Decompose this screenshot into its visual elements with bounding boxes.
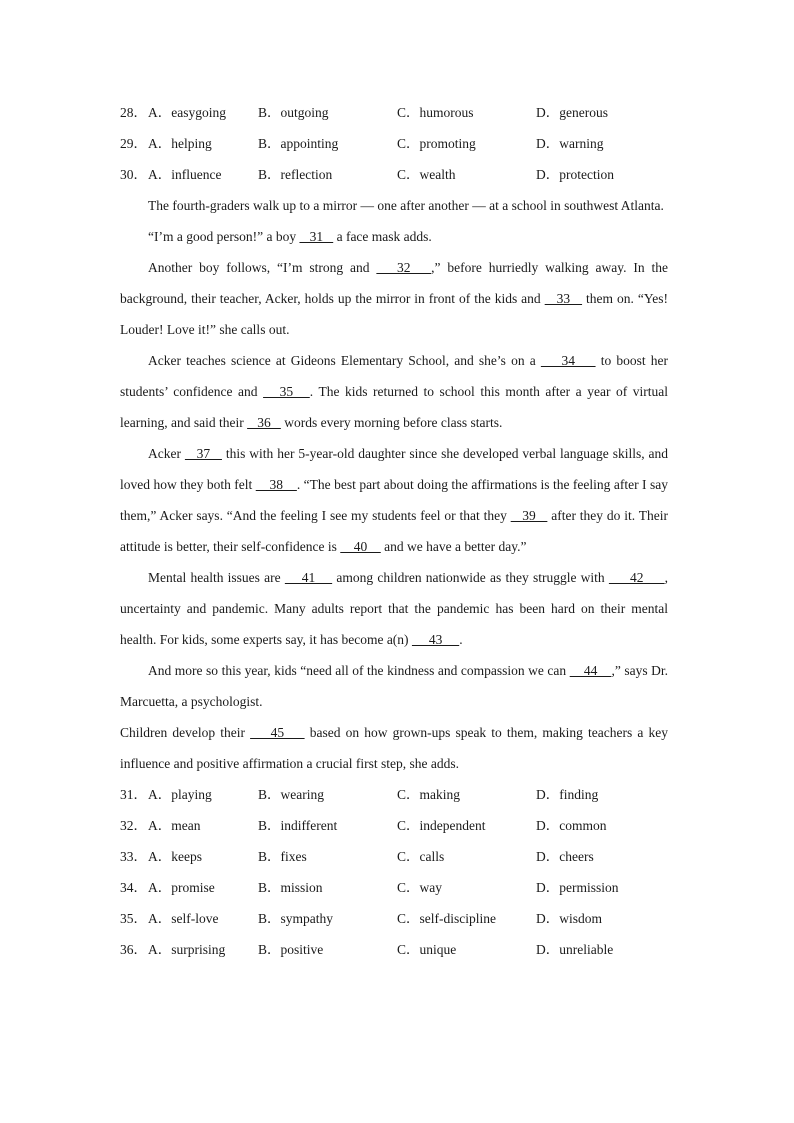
text-run: . (459, 632, 463, 647)
option-a: A．mean (148, 818, 201, 833)
question-number: 35． (120, 911, 147, 926)
option-a: A．self-love (148, 911, 219, 926)
text-run: them on. “Yes! Louder! Love it!” she calls out. (120, 291, 669, 337)
option-b: B．positive (258, 942, 324, 957)
option-c: C．calls (397, 849, 445, 864)
option-b: B．appointing (258, 136, 339, 151)
cloze-passage (120, 190, 668, 779)
option-c: C．making (397, 787, 460, 802)
option-row-34 (120, 872, 668, 903)
question-number: 33． (120, 849, 147, 864)
passage-paragraph-3 (120, 252, 668, 345)
option-a: A．keeps (148, 849, 202, 864)
question-number: 29． (120, 136, 147, 151)
text-run: and we have a better day.” (380, 539, 527, 554)
option-d: D．wisdom (536, 911, 603, 926)
question-number: 36． (120, 942, 147, 957)
option-b: B．mission (258, 880, 323, 895)
option-row-30 (120, 159, 668, 190)
passage-paragraph-2 (120, 221, 668, 252)
option-b: B．wearing (258, 787, 324, 802)
option-c: C．promoting (397, 136, 476, 151)
text-run: a face mask adds. (333, 229, 432, 244)
option-b: B．sympathy (258, 911, 334, 926)
option-d: D．permission (536, 880, 619, 895)
text-run: . “The best part about doing the affirmations is the feeling after I say them,” Acker says. “And the feeling I see my students feel or that they (120, 477, 668, 523)
blank-32: 32 (376, 260, 432, 275)
question-number: 31． (120, 787, 147, 802)
text-run: And more so this year, kids “need all of the kindness and compassion we can (148, 663, 570, 678)
passage-paragraph-6 (120, 562, 668, 655)
blank-34: 34 (540, 353, 596, 368)
option-row-28 (120, 97, 668, 128)
text-run: Acker (148, 446, 185, 461)
option-row-29 (120, 128, 668, 159)
option-c: C．independent (397, 818, 486, 833)
option-row-35 (120, 903, 668, 934)
text-run: ,” before hurriedly walking away. In the background, their teacher, Acker, holds up the mirror in front of the kids and (120, 260, 668, 306)
options-block-28-30 (120, 97, 668, 190)
option-b: B．fixes (258, 849, 307, 864)
option-c: C．self-discipline (397, 911, 496, 926)
passage-paragraph-4 (120, 345, 668, 438)
option-a: A．easygoing (148, 105, 226, 120)
blank-44: 44 (569, 663, 612, 678)
question-number: 30． (120, 167, 147, 182)
text-run: Children develop their (120, 725, 251, 740)
option-a: A．influence (148, 167, 222, 182)
blank-41: 41 (284, 570, 333, 585)
option-d: D．protection (536, 167, 614, 182)
text-run: this with her 5-year-old daughter since she developed verbal language skills, and loved how they both felt (120, 446, 669, 492)
blank-42: 42 (608, 570, 665, 585)
option-b: B．reflection (258, 167, 333, 182)
option-row-33 (120, 841, 668, 872)
blank-38: 38 (255, 477, 297, 492)
option-c: C．unique (397, 942, 457, 957)
passage-paragraph-7 (120, 655, 668, 717)
text-run: ,” says Dr. Marcuetta, a psychologist. (120, 663, 669, 709)
option-d: D．cheers (536, 849, 594, 864)
blank-40: 40 (340, 539, 381, 554)
option-a: A．playing (148, 787, 212, 802)
options-block-31-36 (120, 779, 668, 965)
text-run: Mental health issues are (148, 570, 285, 585)
blank-33: 33 (544, 291, 583, 306)
option-c: C．way (397, 880, 442, 895)
option-d: D．finding (536, 787, 599, 802)
blank-36: 36 (247, 415, 281, 430)
question-number: 34． (120, 880, 147, 895)
text-run: among children nationwide as they struggle with (332, 570, 609, 585)
blank-39: 39 (510, 508, 548, 523)
option-a: A．surprising (148, 942, 226, 957)
option-c: C．humorous (397, 105, 474, 120)
option-d: D．unreliable (536, 942, 614, 957)
option-a: A．helping (148, 136, 212, 151)
option-a: A．promise (148, 880, 215, 895)
option-b: B．outgoing (258, 105, 329, 120)
passage-paragraph-1: The fourth-graders walk up to a mirror — one after another — at a school in southwest Atlanta. (148, 198, 664, 213)
option-d: D．warning (536, 136, 604, 151)
question-number: 28． (120, 105, 147, 120)
blank-31: 31 (299, 229, 334, 244)
passage-paragraph-5 (120, 438, 668, 562)
text-run: to boost her students’ confidence and (120, 353, 668, 399)
option-row-31 (120, 779, 668, 810)
text-run: after they do it. Their attitude is better, their self-confidence is (120, 508, 668, 554)
text-run: “I’m a good person!” a boy (148, 229, 300, 244)
text-run: , uncertainty and pandemic. Many adults report that the pandemic has been hard on their mental health. For kids, some experts say, it has become a(n) (120, 570, 669, 647)
blank-45: 45 (250, 725, 305, 740)
option-b: B．indifferent (258, 818, 338, 833)
passage-paragraph-8 (120, 717, 668, 779)
text-run: based on how grown-ups speak to them, making teachers a key influence and positive affirmation a crucial first step, she adds. (120, 725, 668, 771)
text-run: Acker teaches science at Gideons Elementary School, and she’s on a (148, 353, 541, 368)
blank-35: 35 (263, 384, 310, 399)
question-number: 32． (120, 818, 147, 833)
option-row-32 (120, 810, 668, 841)
blank-37: 37 (184, 446, 222, 461)
text-run: . The kids returned to school this month after a year of virtual learning, and said their (120, 384, 668, 430)
option-row-36 (120, 934, 668, 965)
text-run: Another boy follows, “I’m strong and (148, 260, 377, 275)
text-run: words every morning before class starts. (280, 415, 503, 430)
option-d: D．common (536, 818, 607, 833)
option-d: D．generous (536, 105, 608, 120)
document-page (120, 97, 668, 965)
option-c: C．wealth (397, 167, 456, 182)
blank-43: 43 (411, 632, 460, 647)
